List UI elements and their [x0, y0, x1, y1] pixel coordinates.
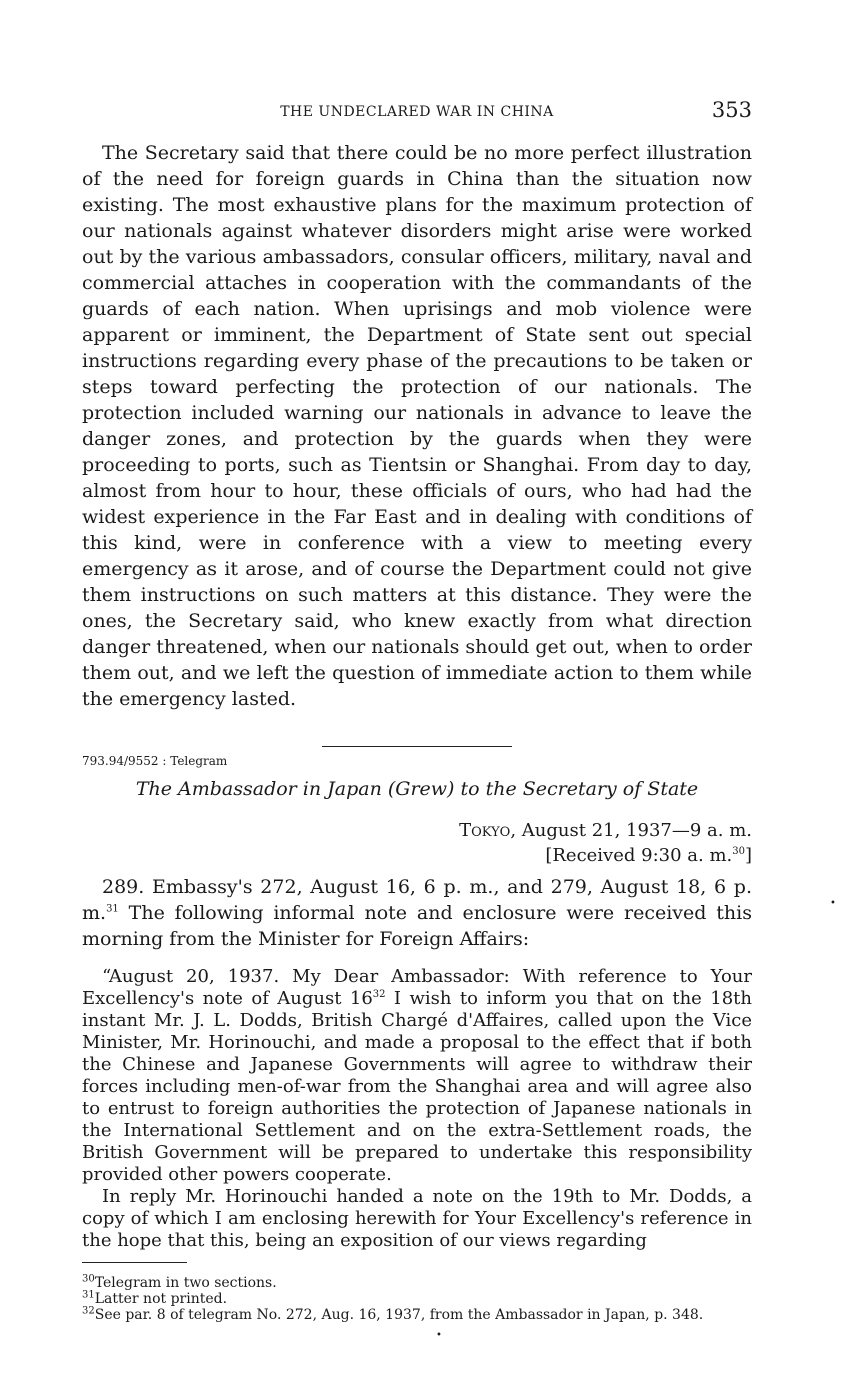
- quoted-note-paragraph-2: In reply Mr. Horinouchi handed a note on the 19th to Mr. Dodds, a copy of which I am enclosing herewith for Your Excellency's reference in the hope that this, being an exposition of our views regarding: [82, 1186, 752, 1251]
- running-title: THE UNDECLARED WAR IN CHINA: [280, 104, 554, 120]
- footnote-divider: [82, 1262, 187, 1263]
- footnote-number: 30: [82, 1273, 95, 1285]
- dateline-place: Tokyo,: [459, 820, 517, 841]
- section-divider: [322, 746, 512, 747]
- page-number: 353: [711, 98, 752, 122]
- footnote-text: Latter not printed.: [94, 1291, 228, 1307]
- footnotes: [82, 1275, 752, 1323]
- print-mark: •: [436, 1330, 442, 1341]
- received-time: [Received 9:30 a. m.: [545, 845, 733, 866]
- quoted-note-paragraph-1: [82, 966, 752, 1186]
- quote-rest: I wish to inform you that on the 18th instant Mr. J. L. Dodds, British Chargé d'Affaires, called upon the Vice Minister, Mr. Horinouchi, and made a proposal to the effect that if both the Chinese and Japanese Governments will agree to withdraw their forces including men-of-war from the Shanghai area and will agree also to entrust to foreign authorities the protection of Japanese nationals in the International Settlement and on the extra-Settlement roads, the British Government will be prepared to undertake this responsibility provided other powers cooperate.: [82, 988, 752, 1185]
- document-page: [82, 96, 752, 1323]
- quote-start: “August 20, 1937. My Dear Ambassador: With reference to Your Excellency's note of August 16: [82, 966, 752, 1009]
- footnote-32: [82, 1307, 752, 1323]
- received-bracket: ]: [744, 845, 752, 866]
- footnote-text: See par. 8 of telegram No. 272, Aug. 16, 1937, from the Ambassador in Japan, p. 348.: [94, 1307, 704, 1323]
- footnote-number: 32: [82, 1305, 95, 1317]
- page-header: [82, 96, 752, 130]
- footnote-text: Telegram in two sections.: [94, 1275, 277, 1291]
- print-mark: •: [830, 898, 836, 909]
- dateline: [82, 818, 752, 868]
- footnote-ref-32: 32: [372, 989, 386, 1000]
- paragraph-289: [82, 874, 752, 952]
- footnote-number: 31: [82, 1289, 95, 1301]
- footnote-30: [82, 1275, 752, 1291]
- document-reference: 793.94/9552 : Telegram: [82, 754, 228, 768]
- dateline-date: August 21, 1937—9 a. m.: [521, 820, 752, 841]
- paragraph-289-rest: The following informal note and enclosure were received this morning from the Minister for Foreign Affairs:: [82, 902, 752, 950]
- footnote-31: [82, 1291, 752, 1307]
- footnote-ref-31: 31: [106, 903, 119, 915]
- paragraph-secretary: The Secretary said that there could be no more perfect illustration of the need for foreign guards in China than the situation now existing. The most exhaustive plans for the maximum protection of our nationals against whatever disorders might arise were worked out by the various ambassadors, consular officers, military, naval and commercial attaches in cooperation with the commandants of the guards of each nation. When uprisings and mob violence were apparent or imminent, the Department of State sent out special instructions regarding every phase of the precautions to be taken or steps toward perfecting the protection of our nationals. The protection included warning our nationals in advance to leave the danger zones, and protection by the guards when they were proceeding to ports, such as Tientsin or Shanghai. From day to day, almost from hour to hour, these officials of ours, who had had the widest experience in the Far East and in dealing with conditions of this kind, were in conference with a view to meeting every emergency as it arose, and of course the Department could not give them instructions on such matters at this distance. They were the ones, the Secretary said, who knew exactly from what direction danger threatened, when our nationals should get out, when to order them out, and we left the question of immediate action to them while the emergency lasted.: [82, 142, 752, 710]
- paragraph-289-start: 289. Embassy's 272, August 16, 6 p. m., and 279, August 18, 6 p. m.: [82, 876, 752, 924]
- telegram-title: The Ambassador in Japan (Grew) to the Secretary of State: [135, 778, 699, 800]
- telegram-header: [82, 746, 752, 772]
- footnote-ref-30: 30: [732, 846, 745, 857]
